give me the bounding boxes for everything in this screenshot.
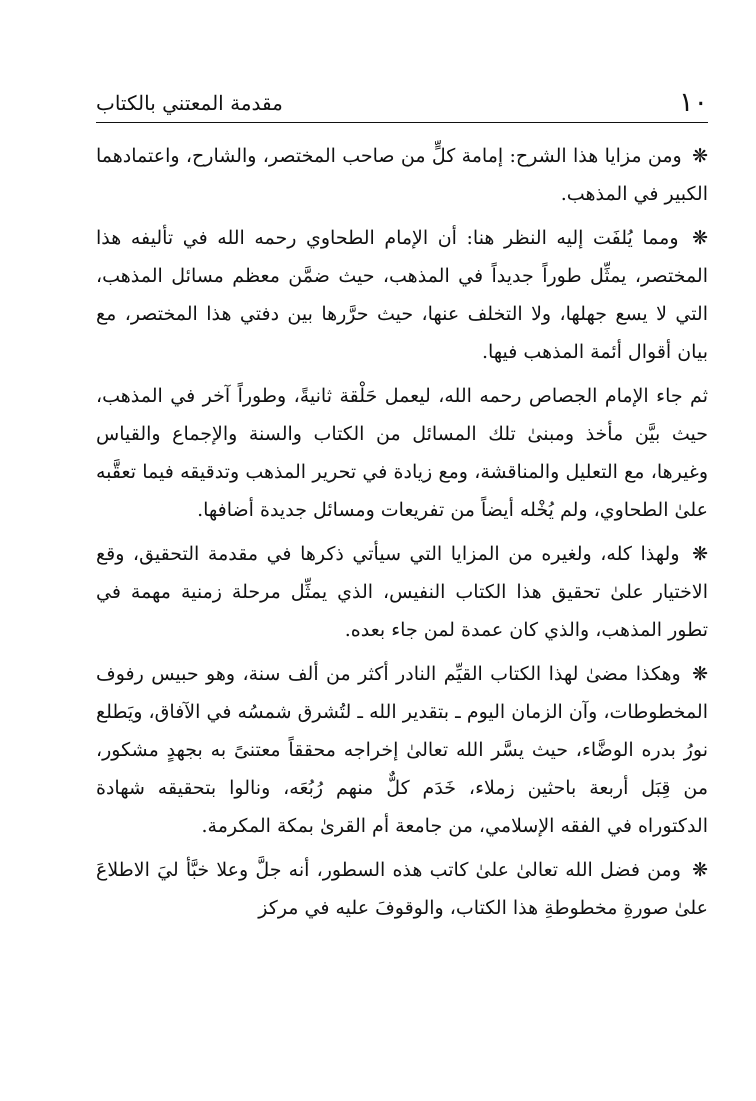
bullet-ornament: ❋ xyxy=(692,663,708,685)
running-header xyxy=(96,86,708,123)
paragraph-2 xyxy=(96,219,708,371)
paragraph-text: وهكذا مضىٰ لهذا الكتاب القيِّم النادر أكثر من ألف سنة، وهو حبيس رفوف المخطوطات، وآن الزمان اليوم ـ بتقدير الله ـ لتُشرق شمسُه في الآفاق، ويَطلع نورُ بدره الوضَّاء، حيث يسَّر الله تعالىٰ إخراجه محققاً معتنىً به بجهدٍ مشكور، من قِبَل أربعة باحثين زملاء، خَدَم كلٌّ منهم رُبُعَه، ونالوا بتحقيقه شهادة الدكتوراه في الفقه الإسلامي، من جامعة أم القرىٰ بمكة المكرمة. xyxy=(96,663,708,837)
paragraph-5 xyxy=(96,655,708,845)
body-text xyxy=(96,137,708,927)
paragraph-text: ومن فضل الله تعالىٰ علىٰ كاتب هذه السطور، أنه جلَّ وعلا خبَّأ ليَ الاطلاعَ علىٰ صورةِ مخطوطةِ هذا الكتاب، والوقوفَ عليه في مركز xyxy=(96,859,708,919)
bullet-ornament: ❋ xyxy=(692,859,708,881)
running-title: مقدمة المعتني بالكتاب xyxy=(96,91,283,115)
paragraph-1 xyxy=(96,137,708,213)
paragraph-3 xyxy=(96,377,708,529)
paragraph-text: ولهذا كله، ولغيره من المزايا التي سيأتي ذكرها في مقدمة التحقيق، وقع الاختيار علىٰ تحقيق هذا الكتاب النفيس، الذي يمثِّل مرحلة زمنية مهمة في تطور المذهب، والذي كان عمدة لمن جاء بعده. xyxy=(96,543,708,641)
bullet-ornament: ❋ xyxy=(692,145,708,167)
paragraph-text: ومن مزايا هذا الشرح: إمامة كلٍّ من صاحب المختصر، والشارح، واعتمادهما الكبير في المذهب. xyxy=(96,145,708,205)
paragraph-6 xyxy=(96,851,708,927)
paragraph-text: ثم جاء الإمام الجصاص رحمه الله، ليعمل حَلْقة ثانيةً، وطوراً آخر في المذهب، حيث بيَّن مأخذ ومبنىٰ تلك المسائل من الكتاب والسنة والإجماع والقياس وغيرها، مع التعليل والمناقشة، ومع زيادة في تحرير المذهب وتدقيقه فيما تعقَّبه علىٰ الطحاوي، ولم يُخْله أيضاً من تفريعات ومسائل جديدة أضافها. xyxy=(96,385,708,521)
page-number: ١٠ xyxy=(678,87,708,118)
paragraph-text: ومما يُلفَت إليه النظر هنا: أن الإمام الطحاوي رحمه الله في تأليفه هذا المختصر، يمثِّل طوراً جديداً في المذهب، حيث ضمَّن معظم مسائل المذهب، التي لا يسع جهلها، ولا التخلف عنها، حيث حرَّرها بين دفتي هذا المختصر، مع بيان أقوال أئمة المذهب فيها. xyxy=(96,227,708,363)
book-page xyxy=(96,86,708,933)
bullet-ornament: ❋ xyxy=(692,543,708,565)
bullet-ornament: ❋ xyxy=(692,227,708,249)
paragraph-4 xyxy=(96,535,708,649)
